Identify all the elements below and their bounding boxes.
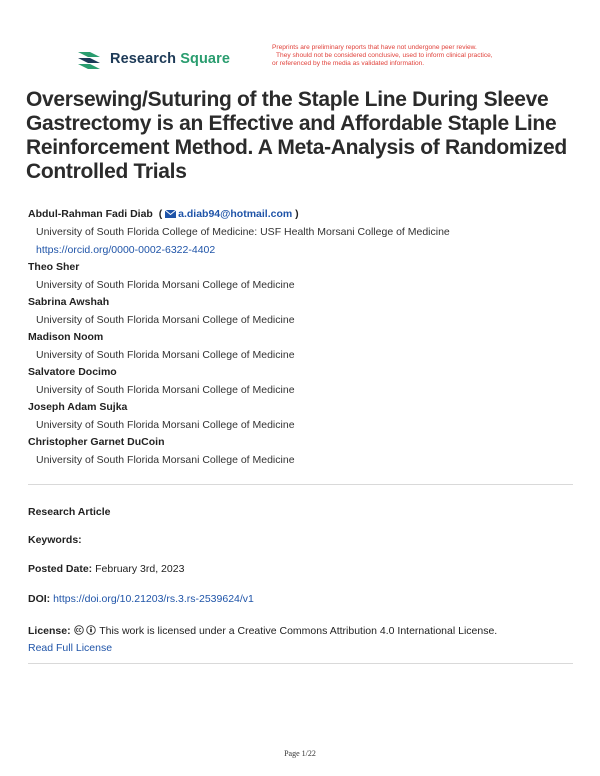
header bbox=[76, 46, 576, 74]
author-name: Madison Noom bbox=[28, 331, 104, 343]
author-name: Salvatore Docimo bbox=[28, 366, 117, 378]
author-name: Christopher Garnet DuCoin bbox=[28, 436, 165, 448]
posted-date bbox=[28, 563, 578, 575]
attribution-icon bbox=[86, 625, 96, 635]
author-name: Joseph Adam Sujka bbox=[28, 401, 128, 413]
doi-link[interactable]: https://doi.org/10.21203/rs.3.rs-2539624/v1 bbox=[53, 593, 254, 605]
logo-text-primary: Research bbox=[110, 51, 177, 67]
license bbox=[28, 623, 578, 657]
email-open-paren: ( bbox=[158, 208, 163, 220]
author-affiliation: University of South Florida Morsani College of Medicine bbox=[36, 419, 295, 431]
author-list bbox=[28, 206, 578, 469]
logo-text bbox=[110, 51, 230, 67]
posted-date-value: February 3rd, 2023 bbox=[95, 563, 185, 575]
author-name-text: Abdul-Rahman Fadi Diab bbox=[28, 208, 153, 220]
notice-line-2: They should not be considered conclusive, used to inform clinical practice, bbox=[276, 52, 493, 59]
author-email-link[interactable]: a.diab94@hotmail.com bbox=[178, 208, 293, 220]
keywords-label: Keywords: bbox=[28, 534, 82, 546]
creative-commons-icon bbox=[74, 625, 84, 635]
article-type-text: Research Article bbox=[28, 506, 111, 518]
author-name bbox=[28, 206, 578, 223]
author-affiliation: University of South Florida Morsani College of Medicine bbox=[36, 314, 295, 326]
email-close-paren: ) bbox=[295, 208, 299, 220]
research-square-logo-icon bbox=[76, 48, 102, 70]
posted-date-label: Posted Date: bbox=[28, 563, 93, 575]
author-affiliation: University of South Florida Morsani College of Medicine bbox=[36, 349, 295, 361]
envelope-icon bbox=[165, 210, 176, 218]
keywords bbox=[28, 534, 578, 546]
logo-text-secondary: Square bbox=[180, 51, 230, 67]
author-name: Sabrina Awshah bbox=[28, 296, 110, 308]
paper-title: Oversewing/Suturing of the Staple Line During Sleeve Gastrectomy is an Effective and Affordable Staple Line Reinforcement Method. A Meta-Analysis of Randomized Controlled Trials bbox=[26, 88, 567, 183]
doi bbox=[28, 593, 578, 605]
author-name: Theo Sher bbox=[28, 261, 80, 273]
license-text: This work is licensed under a Creative Commons Attribution 4.0 International License. bbox=[99, 625, 498, 637]
doi-label: DOI: bbox=[28, 593, 51, 605]
research-square-logo[interactable] bbox=[76, 48, 230, 70]
page-number: Page 1/22 bbox=[284, 749, 316, 758]
license-label: License: bbox=[28, 625, 71, 637]
notice-line-3: or referenced by the media as validated information. bbox=[272, 60, 425, 67]
author-affiliation: University of South Florida Morsani College of Medicine bbox=[36, 384, 295, 396]
orcid-link[interactable]: https://orcid.org/0000-0002-6322-4402 bbox=[36, 244, 216, 256]
read-full-license-link[interactable]: Read Full License bbox=[28, 642, 113, 654]
notice-line-1: Preprints are preliminary reports that have not undergone peer review. bbox=[272, 44, 477, 51]
divider-bottom bbox=[28, 663, 573, 664]
author-affiliation: University of South Florida Morsani College of Medicine bbox=[36, 279, 295, 291]
author-affiliation: University of South Florida Morsani College of Medicine bbox=[36, 454, 295, 466]
author-affiliation: University of South Florida College of Medicine: USF Health Morsani College of Medicine bbox=[36, 226, 450, 238]
preprint-notice bbox=[272, 44, 572, 68]
divider-top bbox=[28, 484, 573, 485]
article-type bbox=[28, 506, 578, 518]
